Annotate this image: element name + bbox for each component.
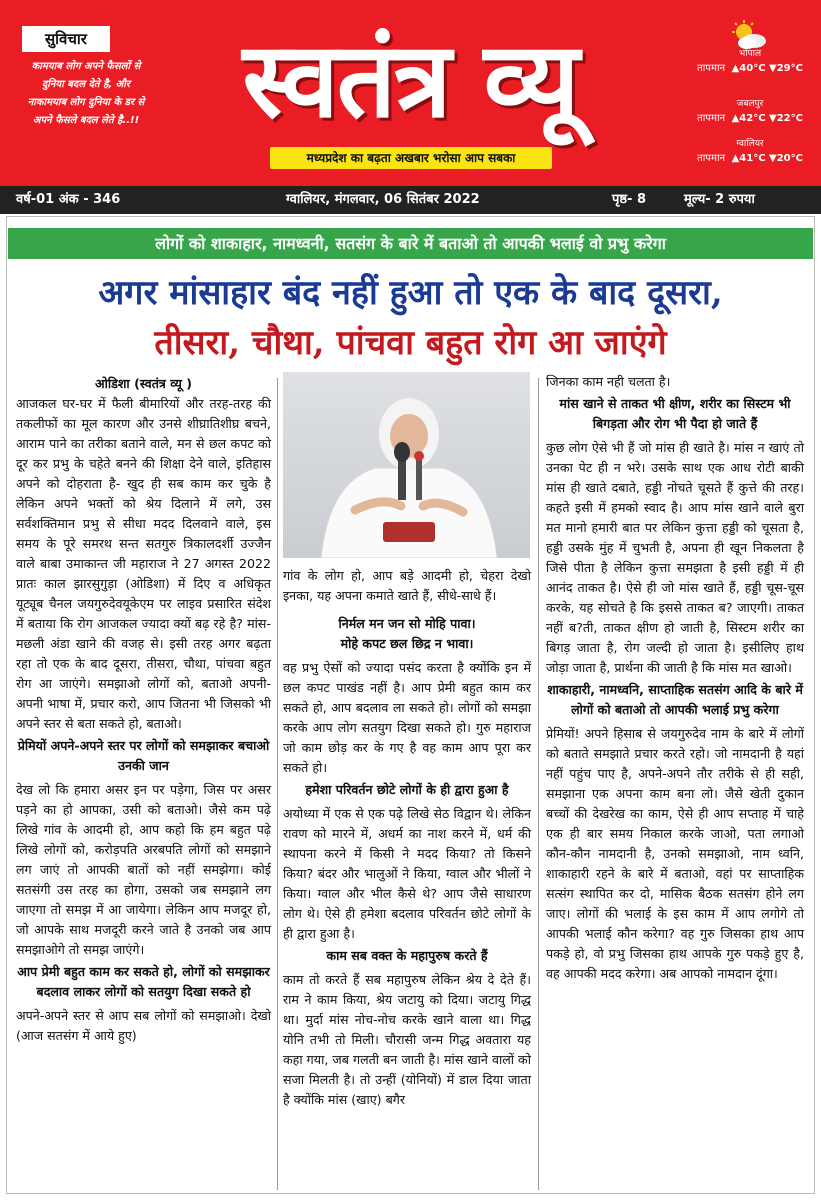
headline-line-1: अगर मांसाहार बंद नहीं हुआ तो एक के बाद दूसरा, [98, 273, 723, 313]
article-column-3 [546, 372, 804, 984]
paragraph: कुछ लोग ऐसे भी हैं जो मांस ही खाते है। मांस न खाएं तो उनका पेट ही न भरे। उसके साथ एक आध रोटी बाकी मांस ही खाते दबाते, हड्डी नोचते चूसते हैं कुत्ते की तरह। कहते इसी में हमको स्वाद है। आप मांस खाने वाले बुरा मत मानो हमारी बात पर लेकिन कुत्ता हड्डी को चूसता है, हड्डी उसके मुंह में चुभती है, अपना ही खून निकलता है जिसे पीता है लेकिन कुत्ता समझता है इसी हड्डी में ही आनंद ताकत है। ऐसे ही जो मांस खाते हैं, हड्डी चूस-चूस करके, यह सोचते है कि इससे ताकत ब? जाएगी। ताकत नहीं ब?ती, ताकत क्षीण हो जाती है, सिस्टम शरीर का बिगड़ जाता है, रोग जल्दी हो जाता है। इसीलिए हाथ जोड़ा जाता है, प्रार्थना की जाती है कि मांस मत खाओ। [546, 440, 804, 675]
article-kicker: लोगों को शाकाहार, नामध्वनी, सतसंग के बारे में बताओ तो आपकी भलाई वो प्रभु करेगा [8, 228, 813, 259]
weather-temp-bhopal [690, 60, 810, 74]
weather-temp-gwalior [690, 150, 810, 164]
column-divider [538, 378, 539, 1190]
weather-city-gwalior: ग्वालियर [736, 139, 764, 149]
tagline: मध्यप्रदेश का बढ़ता अखबार भरोसा आप सबका [270, 147, 552, 169]
subheading: काम सब वक्त के महापुरुष करते हैं [326, 948, 488, 963]
paragraph: अयोध्या में एक से एक पढ़े लिखे सेठ विद्वान थे। लेकिन रावण को मारने में, अधर्म का नाश करने में, धर्म की स्थापना करने में किसी ने मदद किया? तो किसने किया? बंदर और भालुओं ने किया, ग्वाल और भीलों ने किया। ग्वाल और भील कैसे थे? आप जैसे साधारण लोग थे। ऐसे ही हमेशा बदलाव परिवर्तन छोटे लोगों के ही द्वारा हुआ है। [283, 806, 531, 941]
weather-city-jabalpur: जबलपुर [736, 99, 764, 109]
temp-low: ▼22°C [769, 113, 803, 124]
temp-high: ▲41°C [731, 153, 766, 164]
paragraph: गांव के लोग हो, आप बड़े आदमी हो, चेहरा देखो इनका, यह अपना कमाते खाते हैं, सीधे-साधे हैं। [283, 568, 531, 603]
newspaper-logo: स्वतंत्र व्यू [242, 18, 578, 141]
quote-line-1: निर्मल मन जन सो मोहि पावा। [338, 616, 476, 631]
temp-low: ▼29°C [769, 63, 803, 74]
temp-label: तापमान [697, 63, 726, 74]
temp-high: ▲40°C [731, 63, 766, 74]
speaker-photo [283, 372, 530, 558]
suvichar-label: सुविचार [22, 26, 110, 52]
subheading: हमेशा परिवर्तन छोटे लोगों के ही द्वारा हुआ है [305, 782, 509, 797]
subheading: प्रेमियों अपने-अपने स्तर पर लोगों को समझाकर बचाओ उनकी जान [17, 738, 270, 773]
temp-high: ▲42°C [731, 113, 766, 124]
paragraph: वह प्रभु ऐसों को ज्यादा पसंद करता है क्योंकि इन में छल कपट पाखंड नहीं है। आप प्रेमी बहुत काम कर सकते हो, आप बदलाव ला सकते हो। लोगों को समझा करके आप लोग सतयुग दिखा सकते हो। गुरु महाराज जो काम छोड़ कर के गए है वह काम आप पूरा कर सकते हो। [283, 660, 531, 775]
paragraph: अपने-अपने स्तर से आप सब लोगों को समझाओ। देखो (आज सतसंग में आये हुए) [16, 1008, 271, 1043]
paragraph: काम तो करते हैं सब महापुरुष लेकिन श्रेय दे देते हैं। राम ने काम किया, श्रेय जटायु को दिया। जटायु गिद्ध था। मुर्दा मांस नोच-नोच करके खाने वाला था। गिद्ध योनि तभी तो मिली। चौरासी जन्म गिद्ध अवतारा यह कहा गया, जब गलती बन जाती है। मांस खाने वालों को सजा मिलती है। तो उन्हीं (योनियों) में डाल दिया जाता है क्योंकि मांस (खाए) बगैर [283, 972, 531, 1107]
paragraph: देख लो कि हमारा असर इन पर पड़ेगा, जिस पर असर पड़ने का हो आपका, उसी को बताओ। जैसे कम पढ़े लिखे गांव के आदमी हो, आप कहो कि हम बहुत पढ़े लिखे लोगों को, करोड़पति अरबपति लोगों को समझाने लग जाएं तो आपकी बातों को नहीं समझेगा। कोई सतसंगी उस तरह का होगा, उसको जब समझाने लग जाएगा तो समझ में आ जायेगा। लेकिन आप मजदूर हो, जो आपके साथ मजदूरी करने जाते है उनको जब आप समझाओगे तो समझ जाएंगे। [16, 782, 271, 957]
headline-line-2: तीसरा, चौथा, पांचवा बहुत रोग आ जाएंगे [154, 323, 667, 363]
paragraph: जिनका काम नही चलता है। [546, 374, 671, 389]
subheading: आप प्रेमी बहुत काम कर सकते हो, लोगों को समझाकर बदलाव लाकर लोगों को सतयुग दिखा सकते हो [17, 964, 270, 999]
temp-label: तापमान [697, 113, 726, 124]
temp-low: ▼20°C [769, 153, 803, 164]
speaker-illustration [283, 372, 530, 558]
quote-line-2: मोहे कपट छल छिद्र न भावा। [340, 636, 474, 651]
weather-box [690, 20, 810, 178]
column-divider [277, 378, 278, 1190]
subheading: शाकाहारी, नामध्वनि, साप्ताहिक सतसंग आदि के बारे में लोगों को बताओ तो आपकी भलाई प्रभु करेगा [547, 682, 803, 717]
weather-temp-jabalpur [690, 110, 810, 124]
dateline: ग्वालियर, मंगलवार, 06 सितंबर 2022 [286, 192, 480, 207]
suvichar-quote: कामयाब लोग अपने फैसलों से दुनिया बदल देते है, और नाकामयाब लोग दुनिया के डर से अपने फैसले बदल लेते है..!! [27, 61, 145, 126]
price: मूल्य- 2 रुपया [684, 192, 755, 207]
article-column-2 [283, 566, 531, 1110]
issue-number: वर्ष-01 अंक - 346 [16, 192, 121, 207]
article-dateline: ओडिशा (स्वतंत्र व्यू ) [94, 376, 193, 391]
subheading: मांस खाने से ताकत भी क्षीण, शरीर का सिस्टम भी बिगड़ता और रोग भी पैदा हो जाते हैं [559, 396, 791, 431]
article-column-1 [16, 374, 271, 1046]
page-number: पृष्ठ- 8 [612, 192, 647, 207]
paragraph: प्रेमियों! अपने हिसाब से जयगुरुदेव नाम के बारे में लोगों को बताते समझाते प्रचार करते रहो। जो नामदानी है यहां नहीं पहुंच पाए है, अपने-अपने तौर तरीके से ही सही, समझाना एक अपना काम बना लो। जैसे खेती दुकान बच्चों की देखरेख का काम, ऐसे ही आप सप्ताह में चाहे एक ही बार समय निकाल करके जाओ, पता लगाओ कौन-कौन नामदानी है, उनको समझाओ, नाम ध्वनि, शाकाहारी रहने के बारे में बताओ, वहां पर साप्ताहिक सत्संग स्थापित कर दो, मासिक बैठक सतसंग होने लग जाए। लोगों की भलाई के इस काम में आप लगोगे तो आपकी भलाई कौन करेगा? वह गुरु जिसका हाथ आप पकड़े हो, वो प्रभु जिसका हाथ आपके गुरु पकड़े हुए है, वह आपकी मदद करेगा। अब आपको नामदान दूंगा। [546, 726, 804, 981]
temp-label: तापमान [697, 153, 726, 164]
article-headline [0, 268, 821, 368]
issue-info-bar [0, 186, 821, 214]
paragraph: आजकल घर-घर में फैली बीमारियों और तरह-तरह की तकलीफों का मूल कारण और उनसे शीघ्रातिशीघ्र बचने, आराम पाने का तरीका बताने वाले, मन से छल कपट को दूर कर प्रभु के चहेते बनने की शिक्षा देने वाले, इतिहास अपने को दोहराता है- खुद ही सब काम कर चुके है लेकिन अपने भक्तों को श्रेय दिलाने में लगे, उस सर्वशक्तिमान प्रभु से सीधा मदद दिलवाने वाले, इस समय के पूरे समरथ सन्त सतगुरु त्रिकालदर्शी उज्जैन वाले बाबा उमाकान्त जी महाराज ने 27 अगस्त 2022 प्रातः काल झारसुगुड़ा (ओडिशा) में दिए व अधिकृत यूट्यूब चैनल जयगुरुदेवयूकेएम पर लाइव प्रसारित संदेश में बताया कि रोग आजकल ज्यादा क्यों बढ़ रहे है? मांस-मछली अंडा खाने की वजह से। इसी तरह अगर बढ़ता रहा तो एक के बाद दूसरा, तीसरा, चौथा, पांचवा बहुत रोग आ जाएंगे। समझाओ लोगों को, बताओ अपनी-अपनी भाषा में, प्रचार करो, आप जितना भी जिसको भी अपने स्तर से बता सकते हो, बताओ। [16, 396, 271, 731]
weather-city-bhopal: भोपाल [738, 49, 762, 59]
masthead [0, 0, 821, 186]
